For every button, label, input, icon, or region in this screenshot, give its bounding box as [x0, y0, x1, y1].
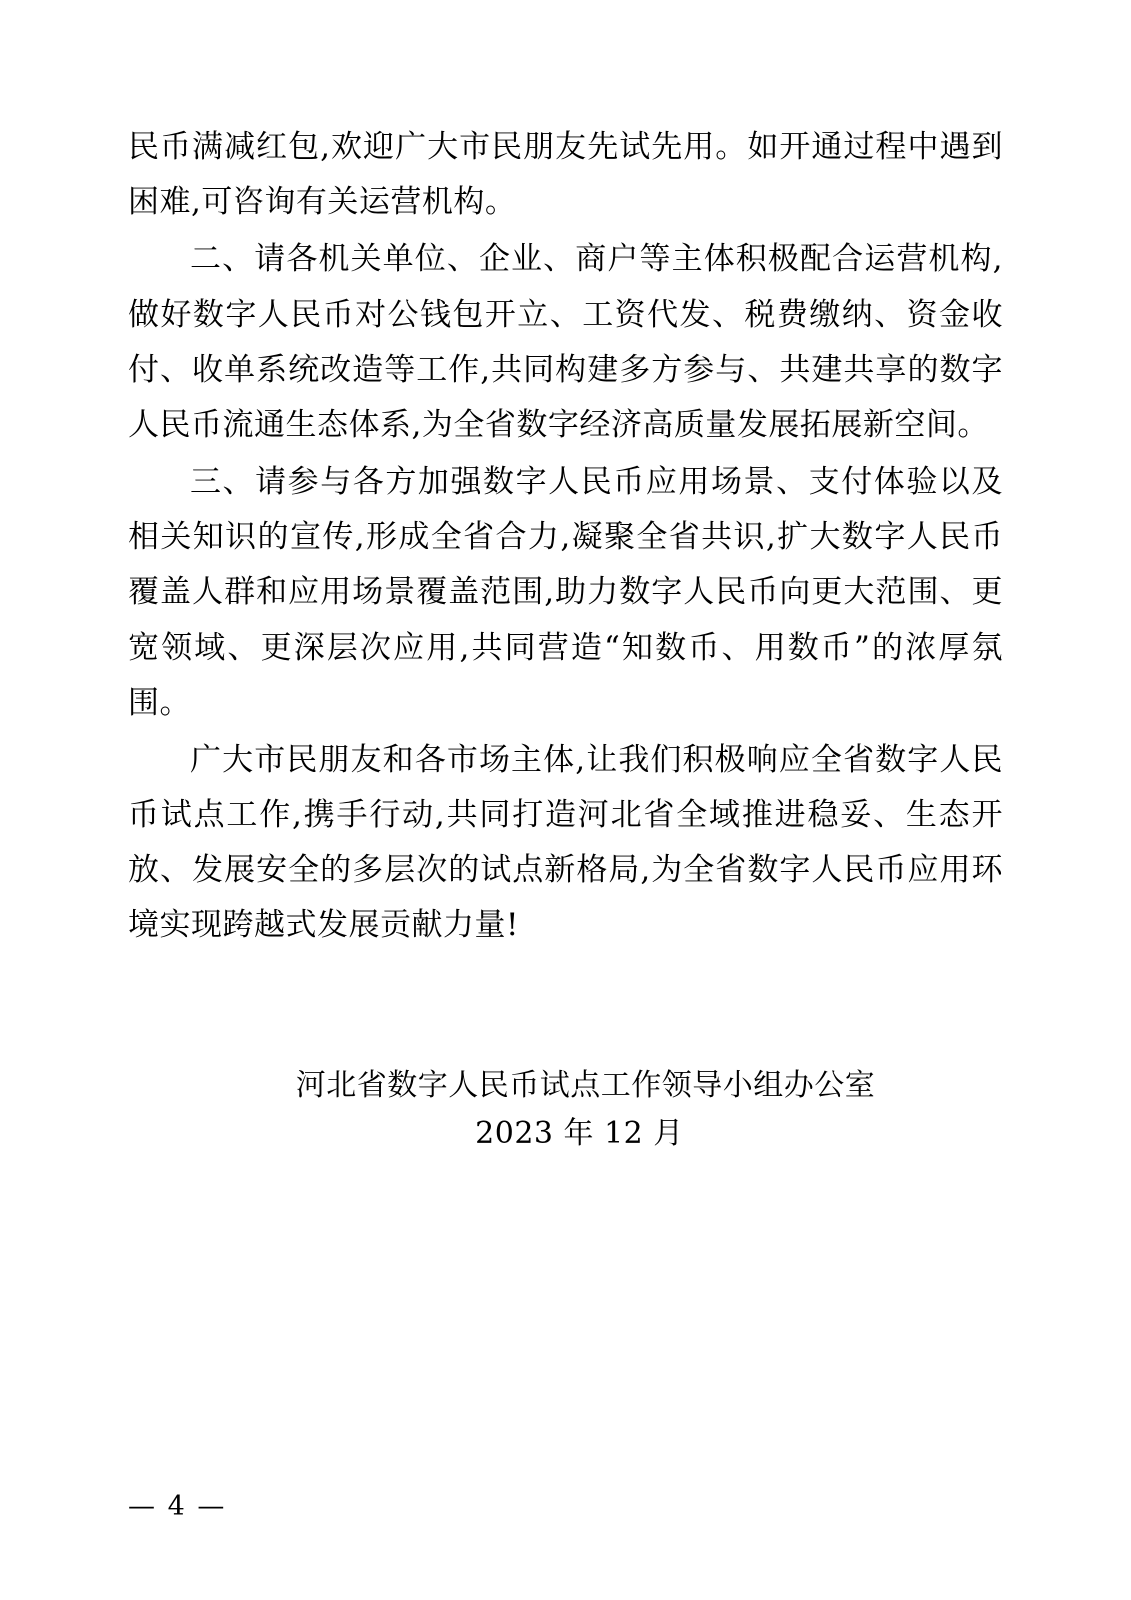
paragraph-closing: 广大市民朋友和各市场主体,让我们积极响应全省数字人民币试点工作,携手行动,共同打造河北省全域推进稳妥、生态开放、发展安全的多层次的试点新格局,为全省数字人民币应用环境实现跨越式发展贡献力量! — [128, 741, 1003, 944]
page-number: — 4 — — [128, 1491, 227, 1522]
signature-block — [128, 1062, 1003, 1159]
signature-organization: 河北省数字人民币试点工作领导小组办公室 — [295, 1067, 876, 1103]
paragraph-item-three: 三、请参与各方加强数字人民币应用场景、支付体验以及相关知识的宣传,形成全省合力,凝聚全省共识,扩大数字人民币覆盖人群和应用场景覆盖范围,助力数字人民币向更大范围、更宽领域、更深层次应用,共同营造“知数币、用数币”的浓厚氛围。 — [128, 464, 1003, 721]
paragraph-continued: 民币满减红包,欢迎广大市民朋友先试先用。如开通过程中遇到困难,可咨询有关运营机构。 — [128, 129, 1003, 221]
document-body — [128, 120, 1003, 954]
signature-date: 2023 年 12 月 — [475, 1116, 684, 1152]
paragraph-item-two: 二、请各机关单位、企业、商户等主体积极配合运营机构,做好数字人民币对公钱包开立、工资代发、税费缴纳、资金收付、收单系统改造等工作,共同构建多方参与、共建共享的数字人民币流通生态体系,为全省数字经济高质量发展拓展新空间。 — [128, 241, 1003, 443]
